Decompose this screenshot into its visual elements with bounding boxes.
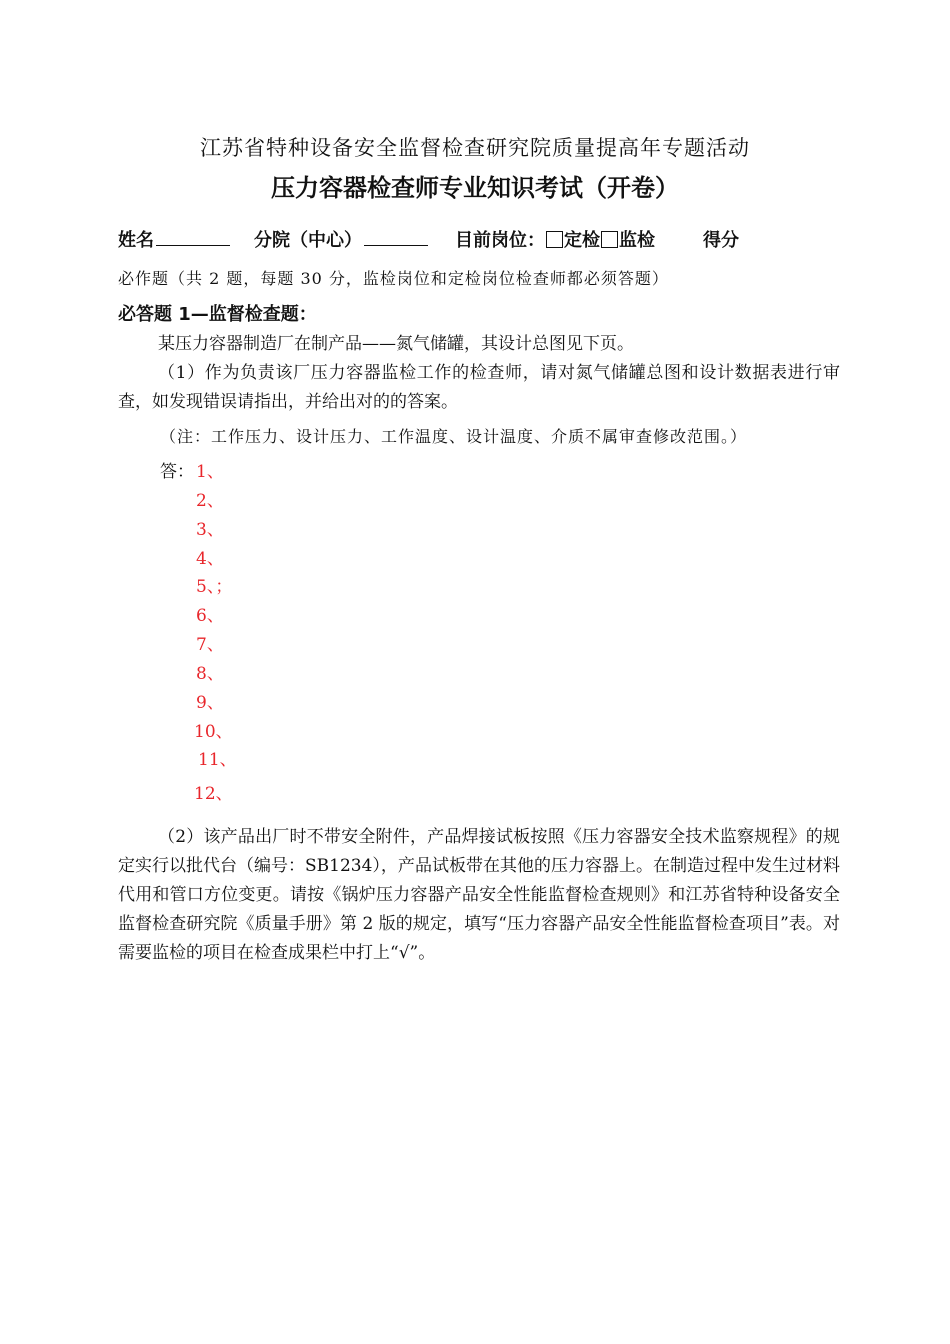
- question1-part2: （2）该产品出厂时不带安全附件，产品焊接试板按照《压力容器安全技术监察规程》的规定实行以批代台（编号：SB1234），产品试板带在其他的压力容器上。在制造过程中发生过材料代用和管口方位变更。请按《锅炉压力容器产品安全性能监督检查规则》和江苏省特种设备安全监督检查研究院《质量手册》第 2 版的规定，填写“压力容器产品安全性能监督检查项目”表。对需要监检的项目在检查成果栏中打上“√”。: [118, 827, 840, 963]
- answer-number: 3、: [196, 520, 224, 540]
- checkbox-supervision[interactable]: [601, 231, 618, 248]
- name-field: [118, 226, 230, 252]
- question1-note: （注：工作压力、设计压力、工作温度、设计温度、介质不属审查修改范围。）: [160, 427, 748, 446]
- branch-label: 分院（中心）: [254, 230, 362, 251]
- name-label: 姓名: [118, 230, 154, 251]
- branch-blank[interactable]: [364, 229, 428, 246]
- score-label: 得分: [703, 230, 739, 251]
- option-periodic-label: 定检: [564, 230, 600, 251]
- answer-number: 6、: [196, 606, 224, 626]
- checkbox-periodic[interactable]: [546, 231, 563, 248]
- question1-part1: （1）作为负责该厂压力容器监检工作的检查师，请对氮气储罐总图和设计数据表进行审查，如发现错误请指出，并给出对的的答案。: [118, 363, 840, 412]
- page-subtitle: 江苏省特种设备安全监督检查研究院质量提高年专题活动: [200, 136, 750, 160]
- option-supervision-label: 监检: [619, 230, 655, 251]
- post-field: [455, 226, 655, 252]
- question1-title: 必答题 1—监督检查题：: [118, 304, 317, 325]
- answer-number: 7、: [196, 635, 224, 655]
- answer-number: 10、: [194, 722, 233, 742]
- page-title: 压力容器检查师专业知识考试（开卷）: [271, 174, 679, 202]
- question1-intro: 某压力容器制造厂在制产品——氮气储罐，其设计总图见下页。: [158, 334, 634, 354]
- answer-number: 12、: [194, 784, 233, 804]
- answer-number: 11、: [198, 750, 237, 770]
- branch-field: [254, 226, 428, 252]
- answer-number: 9、: [196, 693, 224, 713]
- name-blank[interactable]: [156, 229, 230, 246]
- answer-number: 5、；: [196, 577, 233, 597]
- answer-number: 2、: [196, 491, 224, 511]
- answer-label: 答：: [160, 462, 194, 482]
- answer-number: 4、: [196, 549, 224, 569]
- answer-number: 8、: [196, 664, 224, 684]
- instructions: 必作题（共 2 题，每题 30 分，监检岗位和定检岗位检查师都必须答题）: [118, 269, 669, 288]
- post-label: 目前岗位：: [455, 230, 545, 251]
- answer-number: 1、: [196, 462, 224, 482]
